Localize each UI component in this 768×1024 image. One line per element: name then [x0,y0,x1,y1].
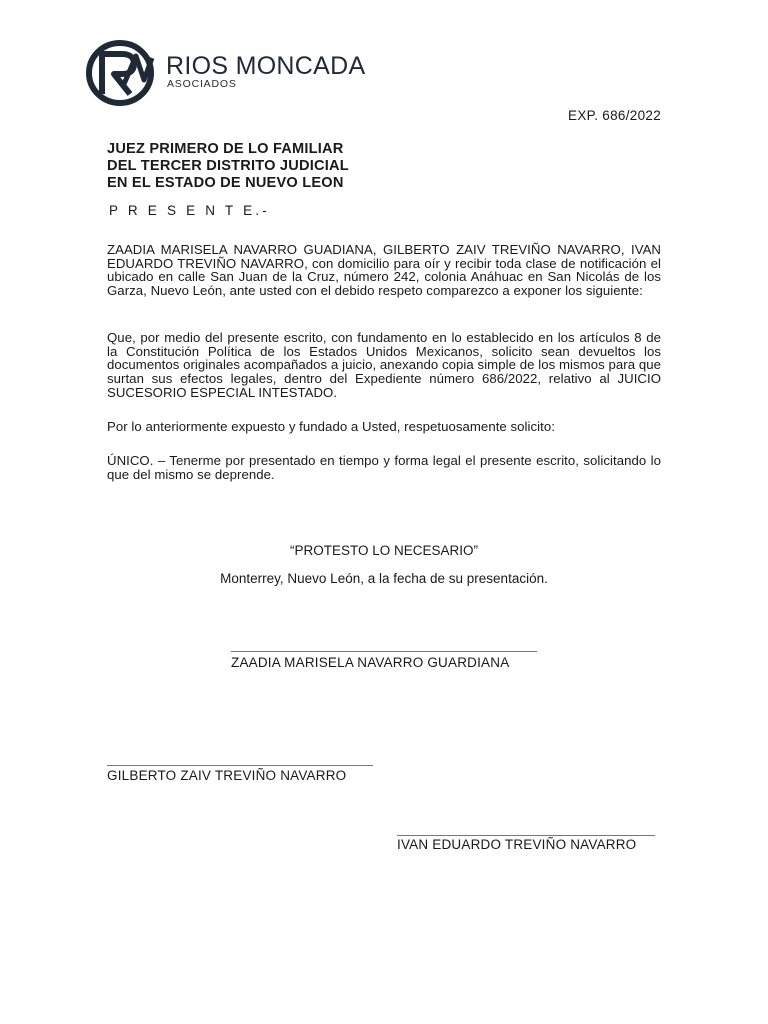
paragraph-closing: Por lo anteriormente expuesto y fundado a Usted, respetuosamente solicito: [107,419,555,434]
addressee-line: DEL TERCER DISTRITO JUDICIAL [107,158,349,174]
paragraph-request: Que, por medio del presente escrito, con fundamento en lo establecido en los artículos 8 de la Constitución Política de los Estados Unidos Mexicanos, solicito sean devueltos los documentos originales acompañados a juicio, anexando copia simple de los mismos para que surtan sus efectos legales, dentro del Expediente número 686/2022, relativo al JUICIO SUCESORIO ESPECIAL INTESTADO. [107,330,661,400]
addressee-block [107,141,349,192]
signature-line [107,765,373,766]
signature-line [231,651,537,652]
signature-name: ZAADIA MARISELA NAVARRO GUARDIANA [231,655,510,670]
signature-name: GILBERTO ZAIV TREVIÑO NAVARRO [107,768,347,783]
addressee-line: JUEZ PRIMERO DE LO FAMILIAR [107,141,344,157]
firm-logo [84,40,384,106]
signature-name: IVAN EDUARDO TREVIÑO NAVARRO [397,837,637,852]
logo-firm-name: RIOS MONCADA [166,52,366,80]
signature-line [397,835,655,836]
logo-firm-subtitle: ASOCIADOS [167,78,237,90]
paragraph-parties: ZAADIA MARISELA NAVARRO GUADIANA, GILBERTO ZAIV TREVIÑO NAVARRO, IVAN EDUARDO TREVIÑO NAVARRO, con domicilio para oír y recibir toda clase de notificación el ubicado en calle San Juan de la Cruz, número 242, colonia Anáhuac en San Nicolás de los Garza, Nuevo León, ante usted con el debido respeto comparezco a exponer los siguiente: [107,242,661,299]
place-date-line: Monterrey, Nuevo León, a la fecha de su presentación. [220,571,548,586]
paragraph-unico: ÚNICO. – Tenerme por presentado en tiempo y forma legal el presente escrito, solicitando lo que del mismo se deprende. [107,453,661,482]
presente-salutation: P R E S E N T E.- [109,203,270,218]
rm-monogram-icon [84,40,160,106]
protesto-line: “PROTESTO LO NECESARIO” [289,543,479,558]
addressee-line: EN EL ESTADO DE NUEVO LEON [107,175,344,191]
case-number: EXP. 686/2022 [568,108,661,123]
